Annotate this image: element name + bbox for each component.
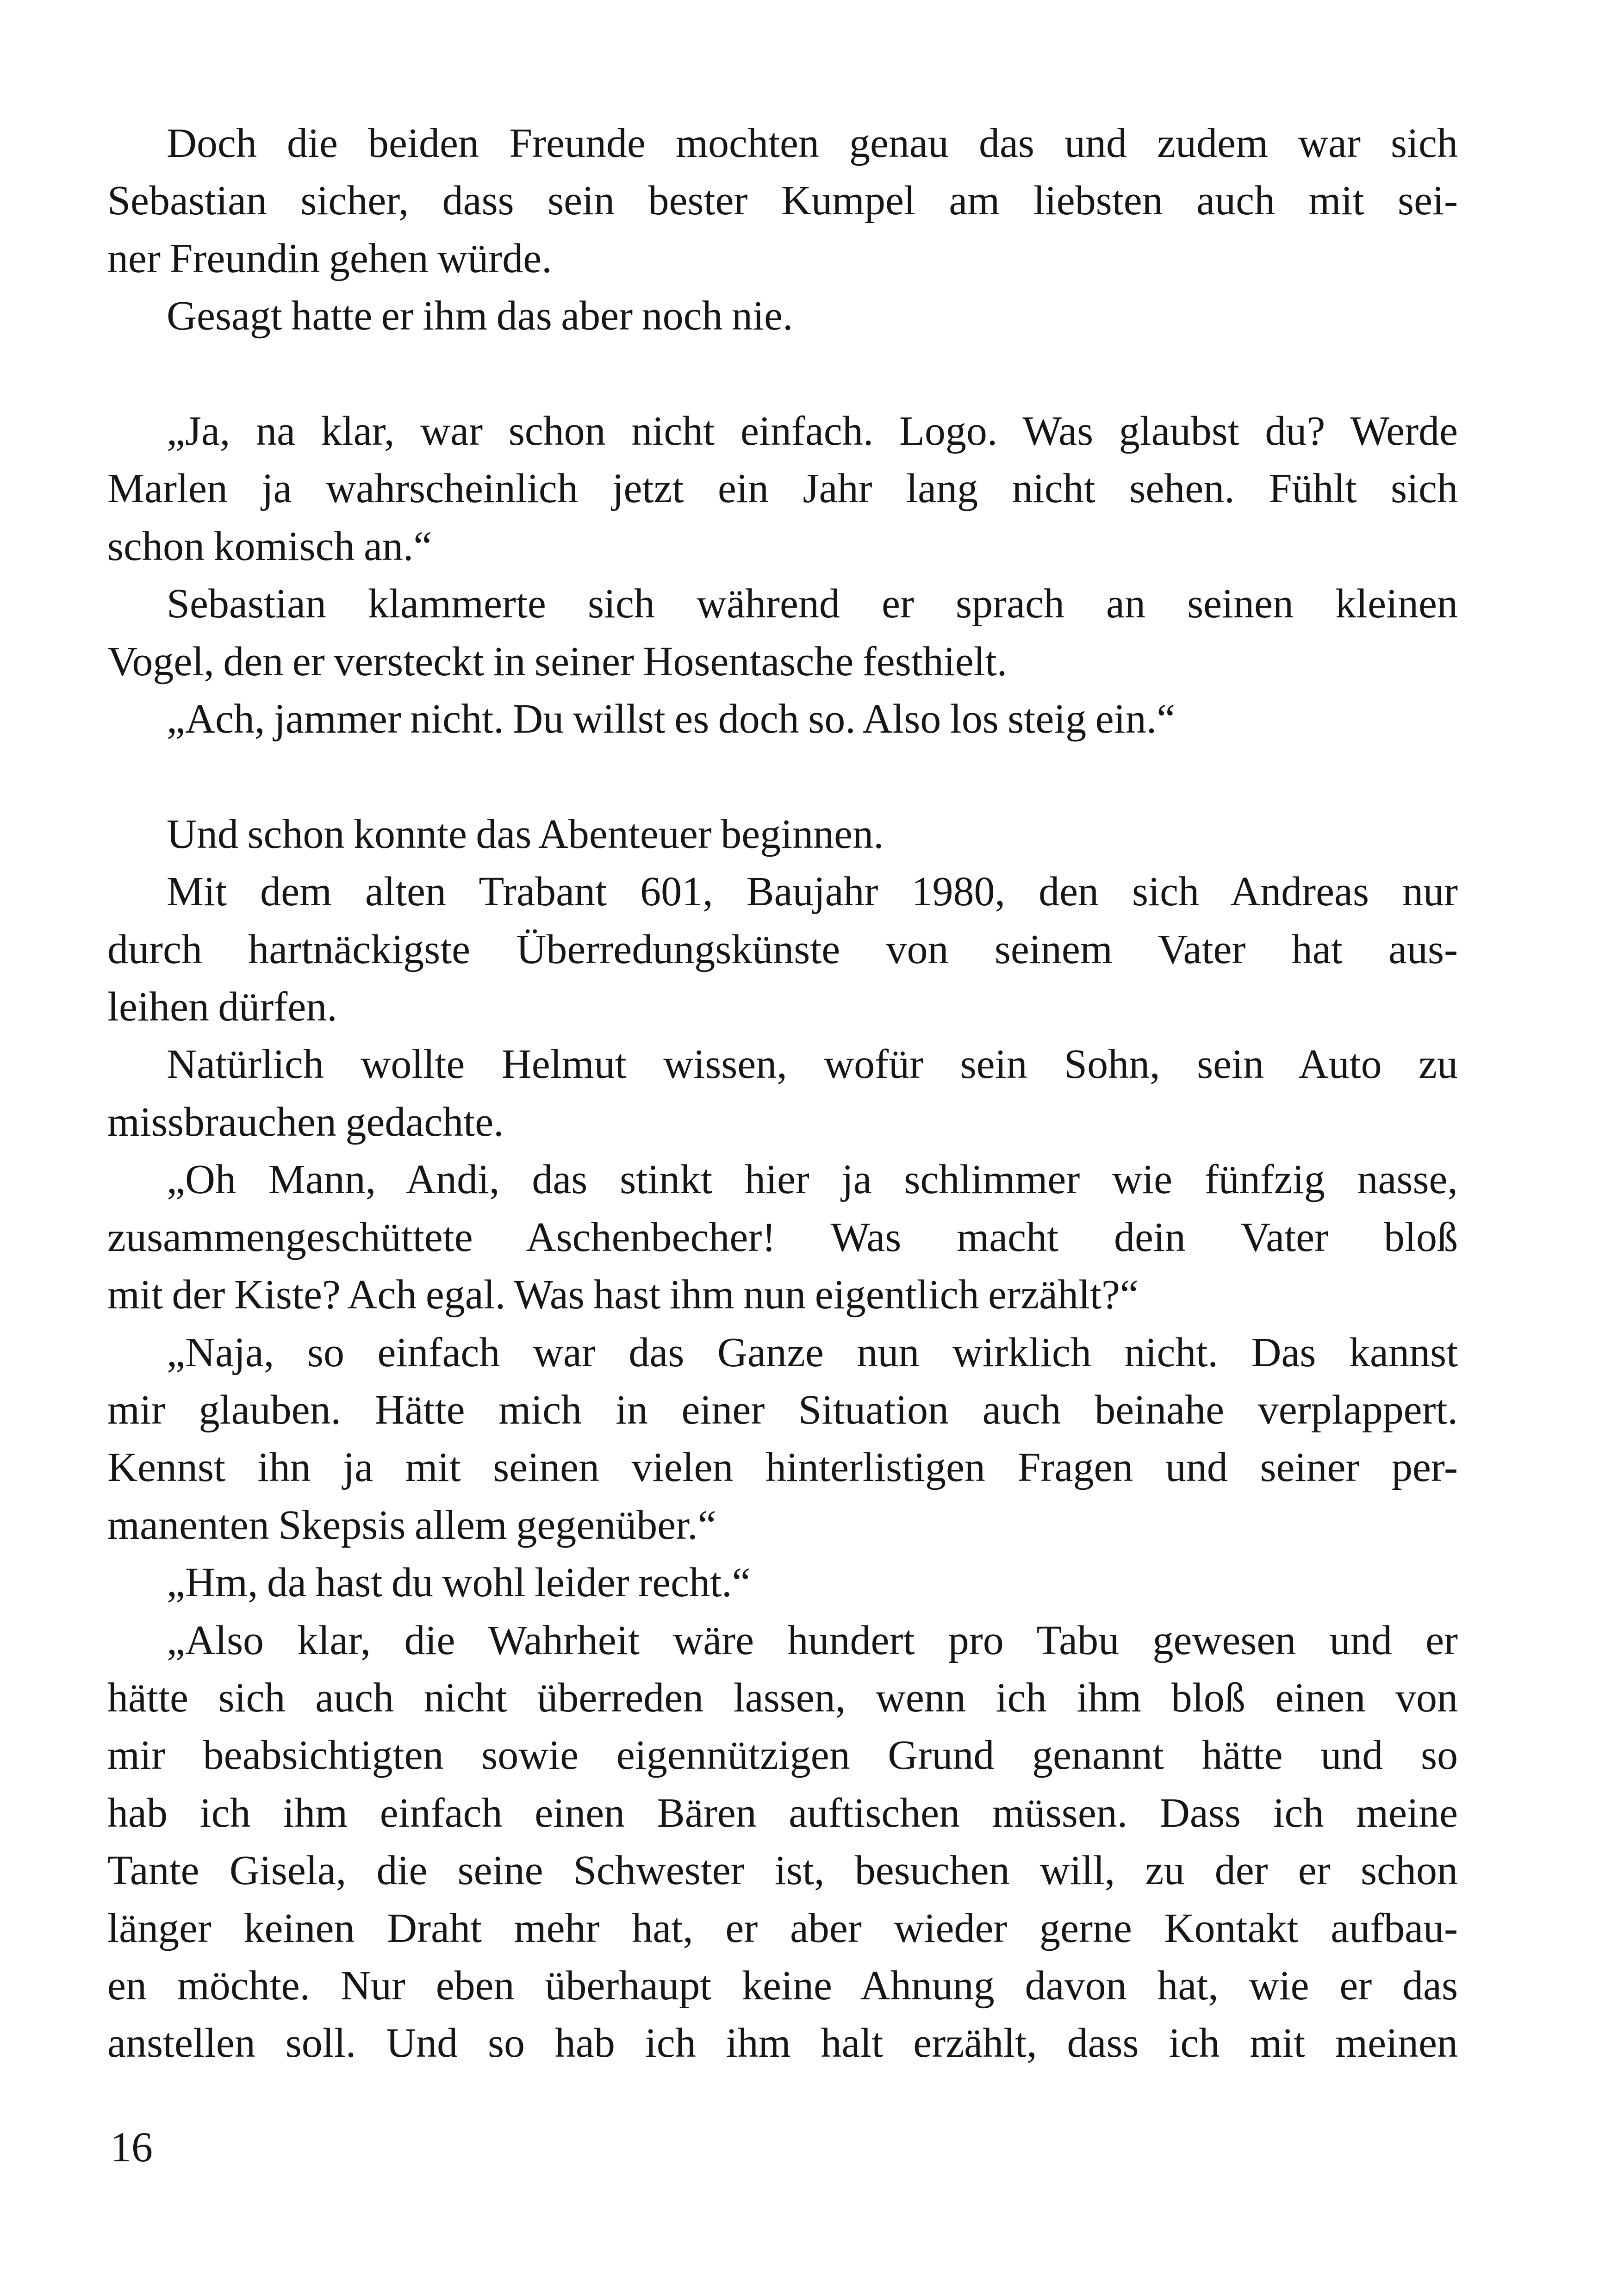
paragraph bbox=[107, 1554, 1458, 1612]
page-number: 16 bbox=[110, 2123, 153, 2171]
paragraph bbox=[107, 1324, 1458, 1555]
text-line: anstellen soll. Und so hab ich ihm halt erzählt, dass ich mit meinen bbox=[107, 2020, 1458, 2066]
text-block bbox=[107, 115, 1458, 2072]
text-line: „Oh Mann, Andi, das stinkt hier ja schlimmer wie fünfzig nasse, bbox=[167, 1157, 1458, 1203]
paragraph-gap bbox=[107, 345, 1458, 403]
text-line: Sebastian sicher, dass sein bester Kumpel am liebsten auch mit sei- bbox=[107, 178, 1458, 224]
paragraph bbox=[107, 403, 1458, 575]
text-line: „Hm, da hast du wohl leider recht.“ bbox=[167, 1560, 751, 1606]
text-line: manenten Skepsis allem gegenüber.“ bbox=[107, 1502, 716, 1548]
text-line: mit der Kiste? Ach egal. Was hast ihm nun eigentlich erzählt?“ bbox=[107, 1272, 1139, 1318]
text-line: „Naja, so einfach war das Ganze nun wirklich nicht. Das kannst bbox=[167, 1329, 1458, 1375]
text-line: länger keinen Draht mehr hat, er aber wieder gerne Kontakt aufbau- bbox=[107, 1905, 1458, 1951]
text-line: durch hartnäckigste Überredungskünste von seinem Vater hat aus- bbox=[107, 926, 1458, 972]
text-line: Und schon konnte das Abenteuer beginnen. bbox=[167, 811, 884, 857]
text-line: zusammengeschüttete Aschenbecher! Was macht dein Vater bloß bbox=[107, 1214, 1458, 1260]
text-line: schon komisch an.“ bbox=[107, 523, 432, 569]
text-line: en möchte. Nur eben überhaupt keine Ahnung davon hat, wie er das bbox=[107, 1962, 1458, 2009]
paragraph bbox=[107, 691, 1458, 748]
text-line: mir glauben. Hätte mich in einer Situation auch beinahe verplappert. bbox=[107, 1387, 1458, 1433]
paragraph bbox=[107, 806, 1458, 863]
text-line: Kennst ihn ja mit seinen vielen hinterlistigen Fragen und seiner per- bbox=[107, 1444, 1458, 1491]
text-line: Sebastian klammerte sich während er sprach an seinen kleinen bbox=[167, 581, 1458, 627]
text-line: Gesagt hatte er ihm das aber noch nie. bbox=[167, 293, 793, 339]
paragraph bbox=[107, 115, 1458, 287]
text-line: missbrauchen gedachte. bbox=[107, 1099, 504, 1145]
paragraph bbox=[107, 1612, 1458, 2072]
text-line: hätte sich auch nicht überreden lassen, wenn ich ihm bloß einen von bbox=[107, 1674, 1458, 1721]
paragraph bbox=[107, 575, 1458, 691]
paragraph-gap bbox=[107, 748, 1458, 805]
paragraph bbox=[107, 1036, 1458, 1151]
text-line: „Ja, na klar, war schon nicht einfach. Logo. Was glaubst du? Werde bbox=[167, 408, 1458, 454]
paragraph bbox=[107, 287, 1458, 345]
text-line: Vogel, den er versteckt in seiner Hosentasche festhielt. bbox=[107, 638, 1008, 684]
text-line: ner Freundin gehen würde. bbox=[107, 235, 552, 281]
text-line: „Also klar, die Wahrheit wäre hundert pro Tabu gewesen und er bbox=[167, 1617, 1458, 1663]
text-line: hab ich ihm einfach einen Bären auftischen müssen. Dass ich meine bbox=[107, 1790, 1458, 1836]
text-line: „Ach, jammer nicht. Du willst es doch so. Also los steig ein.“ bbox=[167, 696, 1176, 742]
text-line: Tante Gisela, die seine Schwester ist, besuchen will, zu der er schon bbox=[107, 1848, 1458, 1894]
text-line: Natürlich wollte Helmut wissen, wofür sein Sohn, sein Auto zu bbox=[167, 1041, 1458, 1088]
text-line: mir beabsichtigten sowie eigennützigen Grund genannt hätte und so bbox=[107, 1732, 1458, 1779]
text-line: leihen dürfen. bbox=[107, 984, 337, 1030]
text-line: Doch die beiden Freunde mochten genau das und zudem war sich bbox=[167, 120, 1458, 166]
paragraph bbox=[107, 1151, 1458, 1324]
text-line: Mit dem alten Trabant 601, Baujahr 1980, den sich Andreas nur bbox=[167, 869, 1458, 915]
text-line: Marlen ja wahrscheinlich jetzt ein Jahr lang nicht sehen. Fühlt sich bbox=[107, 466, 1458, 512]
paragraph bbox=[107, 863, 1458, 1036]
